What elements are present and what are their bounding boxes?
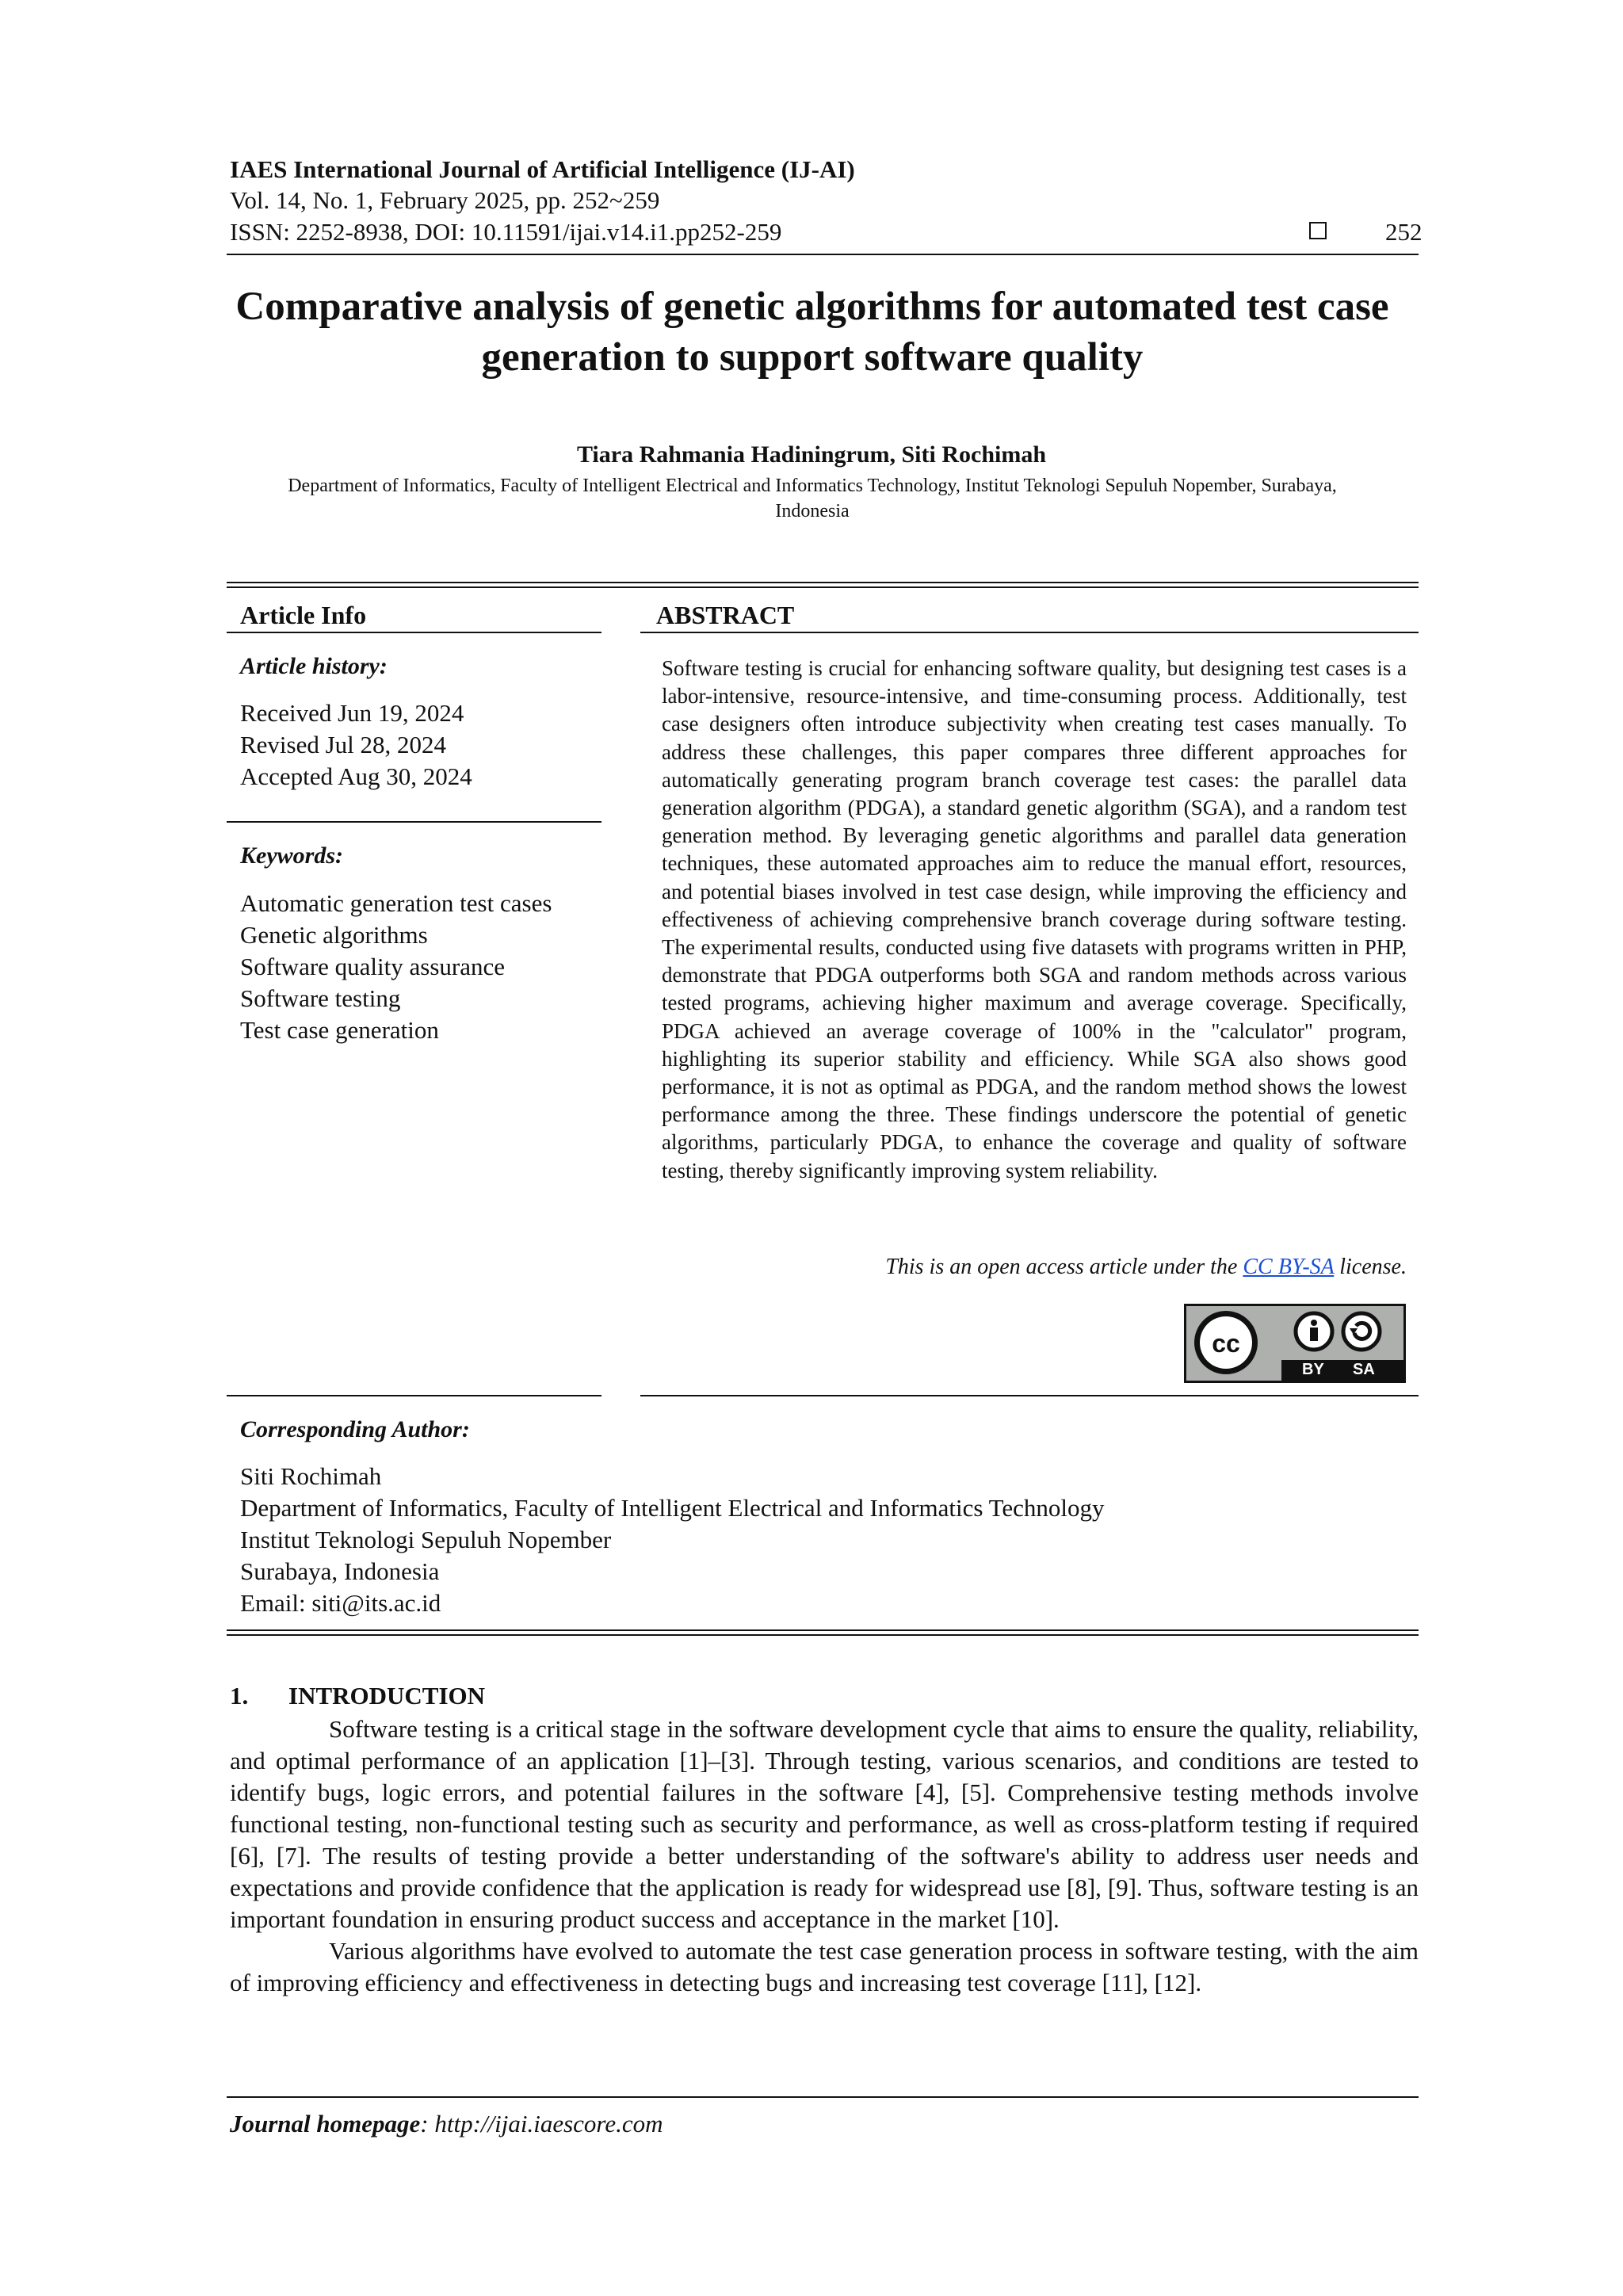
abstract-text: Software testing is crucial for enhancing software quality, but designing test cases is a labor-intensive, resource-intensive, and time-consuming process. Additionally, test case designers often introduce subjectivity when creating test cases manually. To address these challenges, this paper compares three different approaches for automatically generating program branch coverage test cases: the parallel data generation algorithm (PDGA), a standard genetic algorithm (SGA), and a random test generation method. By leveraging genetic algorithms and parallel data generation techniques, these automated approaches aim to reduce the manual effort, resources, and potential biases involved in test case design, while improving the efficiency and effectiveness of achieving comprehensive branch coverage during software testing. The experimental results, conducted using five datasets with programs written in PHP, demonstrate that PDGA outperforms both SGA and random methods across various tested programs, achieving higher maximum and average coverage. Specifically, PDGA achieved an average coverage of 100% in the "calculator" program, highlighting its superior stability and efficiency. While SGA also shows good performance, it is not as optimal as PDGA, and the random method shows the lowest performance among the three. These findings underscore the potential of genetic algorithms, particularly PDGA, to enhance the coverage and quality of software testing, thereby significantly improving system reliability. [662,656,1407,1182]
keywords-rule [227,821,601,823]
infobox-bottom-rule [227,1629,1419,1631]
authors: Tiara Rahmania Hadiningrum, Siti Rochimah [576,441,1047,468]
license-prefix: This is an open access article under the [885,1255,1243,1279]
paper-title: Comparative analysis of genetic algorithms for automated test case generation to support software quality [235,285,1389,380]
section-number: 1. [230,1682,249,1710]
license-link[interactable]: CC BY-SA [1243,1255,1335,1279]
footer-rule [227,2096,1419,2098]
footer [230,2110,663,2138]
article-history-list [240,697,472,793]
intro-paragraph: Software testing is a critical stage in the software development cycle that aims to ensure the quality, reliability, and optimal performance of an application [1]–[3]. Through testing, various scenarios, and conditions are tested to identify bugs, logic errors, and potential failures in the software [4], [5]. Comprehensive testing methods involve functional testing, non-functional testing such as security and performance, as well as cross-platform testing if required [6], [7]. The results of testing provide a better understanding of the software's ability to address user needs and expectations and provide confidence that the application is ready for widespread use [8], [9]. Thus, software testing is an important foundation in ensuring product success and acceptance in the market [10]. [230,1715,1419,1933]
infobox-bottom-rule-2 [227,1634,1419,1636]
keyword-item: Software quality assurance [240,953,505,980]
author-email: Email: siti@its.ac.id [240,1589,441,1617]
cc-badge-strip [1281,1360,1406,1381]
history-revised: Revised Jul 28, 2024 [240,731,447,758]
history-received: Received Jun 19, 2024 [240,699,464,727]
author-department: Department of Informatics, Faculty of Intelligent Electrical and Informatics Technology [240,1494,1105,1522]
abstract-rule [640,632,1419,633]
checkbox-square-icon [1309,222,1327,239]
page-number: 252 [1385,218,1423,246]
cc-by-sa-badge[interactable] [1184,1304,1406,1383]
article-info-heading: Article Info [240,601,367,629]
open-access-notice [662,1255,1407,1280]
footer-label: Journal homepage [230,2110,421,2137]
issue-line: Vol. 14, No. 1, February 2025, pp. 252~259 [230,186,660,214]
cc-sa-label: SA [1353,1361,1375,1378]
keyword-item: Automatic generation test cases [240,889,552,917]
infobox-top-rule-2 [227,586,1419,588]
author-name: Siti Rochimah [240,1462,382,1490]
license-suffix: license. [1334,1255,1407,1279]
journal-name: IAES International Journal of Artificial Intelligence (IJ-AI) [230,155,855,183]
article-info-bottom-rule [227,1395,601,1396]
keywords-label: Keywords: [240,842,343,869]
author-institution: Institut Teknologi Sepuluh Nopember [240,1526,612,1553]
author-location: Surabaya, Indonesia [240,1557,440,1585]
abstract-heading: ABSTRACT [656,601,795,629]
corresponding-author-block [240,1461,1105,1619]
keywords-list [240,888,552,1046]
keyword-item: Software testing [240,984,401,1012]
cc-by-label: BY [1302,1361,1324,1378]
keyword-item: Test case generation [240,1016,439,1044]
keyword-item: Genetic algorithms [240,921,428,949]
svg-text:cc: cc [1212,1329,1240,1358]
corresponding-author-label: Corresponding Author: [240,1416,470,1442]
article-info-rule [227,632,601,633]
intro-paragraph: Various algorithms have evolved to automate the test case generation process in software testing, with the aim of improving efficiency and effectiveness in detecting bugs and increasing test coverage [11], [12]. [230,1937,1419,1996]
introduction-body [230,1713,1419,1999]
article-history-label: Article history: [240,653,388,679]
history-accepted: Accepted Aug 30, 2024 [240,762,472,790]
header-rule [227,254,1419,255]
footer-url[interactable]: : http://ijai.iaescore.com [420,2110,663,2137]
abstract-bottom-rule [640,1395,1419,1396]
issn-doi-line: ISSN: 2252-8938, DOI: 10.11591/ijai.v14.i1.pp252-259 [230,218,782,246]
affiliation: Department of Informatics, Faculty of Intelligent Electrical and Informatics Technology, Institut Teknologi Sepuluh Nopember, Surabaya, Indonesia [288,476,1337,521]
introduction-heading: INTRODUCTION [288,1682,486,1710]
infobox-top-rule [227,582,1419,583]
